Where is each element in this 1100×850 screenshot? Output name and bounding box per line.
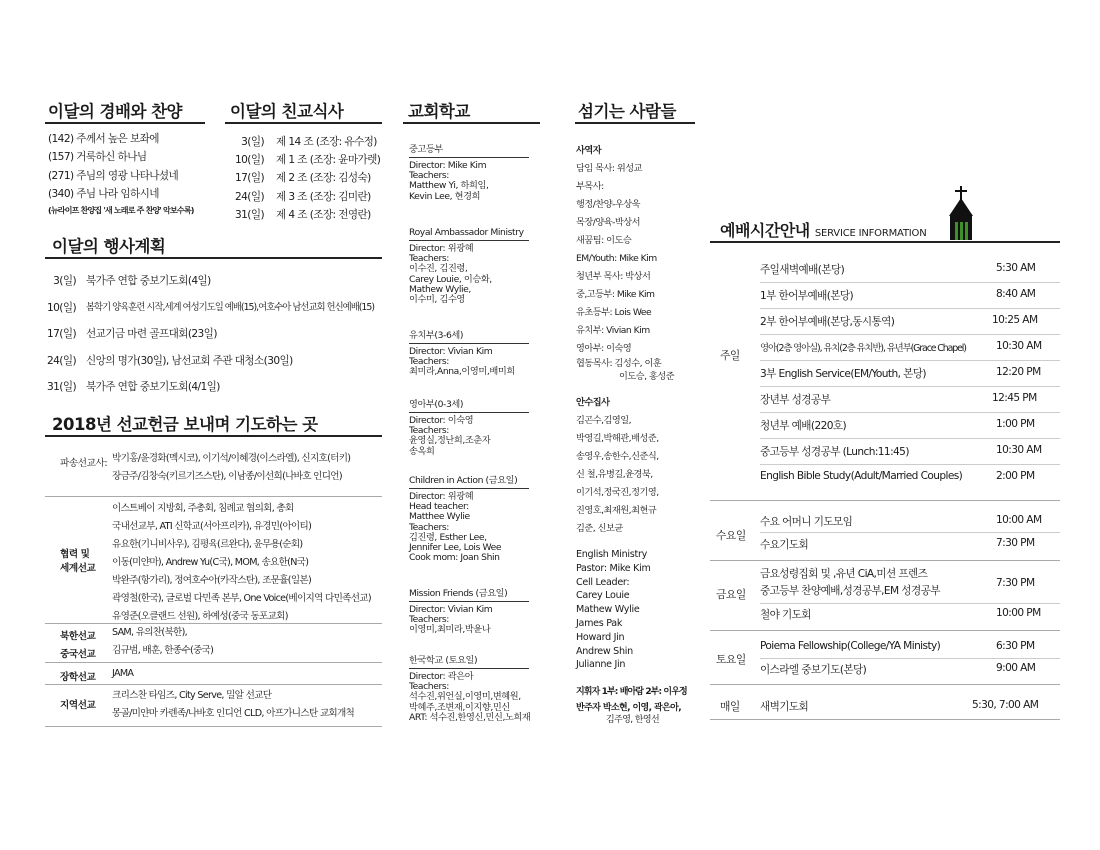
events-title: 이달의 행사계획 [52,237,166,256]
accompanist-line: 김주영, 한영선 [606,715,660,725]
divider [760,438,1060,439]
service-name: 수요 어머니 기도모임 [760,516,853,528]
service-name: 영아(2층 영아실), 유치(2층 유치반), 유년부(Grace Chapel) [760,343,966,354]
school-line: 최미라,Anna,이영미,배미희 [409,366,515,378]
hymn-item: (142) 주께서 높은 보좌에 [48,133,159,145]
fellowship-team: 제 1 조 (조장: 윤마가렛) [276,154,381,167]
event-date: 3(일) [53,275,76,287]
english-line: Howard Jin [576,631,625,643]
coop-line: 유요한(기니비사우), 김평육(르완다), 윤무용(순회) [112,539,303,550]
staff-label: 사역자 [576,145,602,156]
service-name: 철야 기도회 [760,609,811,621]
school-line: Director: Mike Kim [409,160,487,171]
english-line: English Ministry [576,549,647,560]
school-section-title: 중고등부 [409,141,529,158]
staff-item: 청년부 목사: 박상서 [576,271,651,282]
service-title [720,218,926,241]
day-label-sunday: 주일 [720,349,740,362]
service-name: 중고등부 성경공부 (Lunch:11:45) [760,446,909,458]
accompanist-line: 반주자 박소현, 이영, 곽은아, [576,703,682,713]
service-time: 6:30 PM [996,640,1035,652]
school-section-title: 유치부(3-6세) [409,327,529,344]
school-line: Director: 곽은아 [409,671,474,682]
divider [45,726,382,727]
service-time: 10:00 AM [996,514,1042,526]
school-title-rule [403,122,540,124]
event-date: 31(일) [47,381,76,393]
fellowship-date: 3(일) [241,136,264,148]
school-line: Teachers: [409,614,449,626]
english-line: James Pak [576,617,623,629]
deacon-item: 송영우,송한수,신준식, [576,451,659,462]
school-line: Kevin Lee, 현경희 [409,190,481,202]
deacon-item: 김준, 신보균 [576,523,623,534]
school-section-body [409,161,529,202]
coop-line: 곽영철(한국), 글로벌 다민족 본부, One Voice(베이지역 다민족선교) [112,593,371,604]
servers-title: 섬기는 사람들 [578,102,676,121]
divider [710,719,1060,720]
school-line: Director: 이숙영 [409,415,474,426]
service-title-en: SERVICE INFORMATION [814,228,927,239]
coop-line: 국내선교부, ATI 신학교(서아프리카), 유경민(아이티) [112,521,312,532]
school-line: Head teacher: [409,501,469,513]
service-name: Poiema Fellowship(College/YA Ministy) [760,640,941,652]
event-text: 선교기금 마련 골프대회(23일) [86,328,217,340]
service-time: 7:30 PM [996,577,1035,589]
service-time: 12:20 PM [996,366,1041,378]
divider [710,500,1060,501]
fellowship-title-rule [225,122,382,124]
missions-title: 2018년 선교헌금 보내며 기도하는 곳 [52,415,318,434]
deacon-label: 안수집사 [576,397,610,408]
service-time: 12:45 PM [992,392,1037,404]
school-line: Matthew Yi, 하희임, [409,180,489,192]
school-section [409,141,529,202]
staff-item: 영아부: 이숙영 [576,343,632,354]
coop-line: 이동(미얀마), Andrew Yu(C국), MOM, 송요한(N국) [112,557,309,568]
day-label-daily: 매일 [720,700,740,713]
coop-label-line: 협력 및 [60,549,90,560]
hymn-list [48,130,178,204]
divider [45,662,382,663]
school-section-body [409,416,529,457]
school-line: 이수미, 김수영 [409,294,465,306]
staff-item: 새꿈팀: 이도승 [576,235,632,246]
school-title: 교회학교 [408,102,470,121]
school-line: Teachers: [409,425,449,437]
service-name: 3부 English Service(EM/Youth, 본당) [760,368,926,380]
staff-item: 부목사: [576,181,604,192]
divider [760,603,1060,604]
divider [760,464,1060,465]
school-section-title: Children in Action (금요일) [409,472,529,489]
event-date: 10(일) [47,301,76,314]
service-time: 8:40 AM [996,288,1036,300]
english-line: Carey Louie [576,590,630,602]
school-section-body [409,605,529,636]
event-text: 북가주 연합 중보기도회(4일) [86,275,211,287]
school-section [409,227,529,305]
service-name: English Bible Study(Adult/Married Couples) [760,470,963,482]
service-time: 9:00 AM [996,662,1036,674]
school-line: 박혜주,조변재,이지향,민신 [409,701,510,713]
fellowship-list [222,133,380,224]
fellowship-team: 제 14 조 (조장: 유수정) [276,136,377,148]
school-line: Mathew Wylie, [409,283,471,295]
church-icon [940,184,982,242]
day-label-saturday: 토요일 [716,653,746,666]
divider [760,334,1060,335]
school-line: Teachers: [409,170,449,182]
deacon-item: 신 철,유병길,윤경북, [576,469,653,480]
service-name-line: 금요성령집회 및 ,유년 CiA,미션 프렌즈 [760,568,928,580]
event-date: 17(일) [47,328,76,340]
coop-line: 유영준(오클랜드 선원), 하예성(중국 동포교회) [112,611,288,622]
worship-title: 이달의 경배와 찬양 [48,102,183,121]
staff-item: 중,고등부: Mike Kim [576,289,655,300]
english-line: Mathew Wylie [576,604,640,616]
english-line: Andrew Shin [576,645,633,657]
school-section [409,585,529,636]
missionary-list [112,450,350,486]
service-name-line: 중고등부 찬양예배,성경공부,EM 성경공부 [760,585,940,597]
fellowship-title: 이달의 친교식사 [230,102,344,121]
missionary-line: 장금주/김창숙(키르기즈스탄), 이남종/이선희(나바호 인디언) [112,471,342,482]
school-section-body [409,347,529,378]
divider [710,630,1060,631]
english-line: Cell Leader: [576,576,630,588]
fellowship-team: 제 4 조 (조장: 전영란) [276,208,371,221]
school-line: 송옥희 [409,445,435,457]
staff-item: 유초등부: Lois Wee [576,307,652,318]
service-time: 10:30 AM [996,444,1042,456]
school-line: 이수진, 김진령, [409,263,468,275]
local-label: 지역선교 [60,700,96,711]
event-text: 신앙의 명가(30일), 남선교회 주관 대청소(30일) [86,354,293,367]
divider [710,684,1060,685]
coop-list [112,500,371,626]
school-section-title: Royal Ambassador Ministry [409,227,529,241]
scholarship-text: JAMA [112,668,134,679]
events-list [40,268,374,401]
school-line: Cook mom: Joan Shin [409,552,500,564]
missionary-line: 박기홍/윤경화(멕시코), 이기석/이혜경(이스라엘), 신지호(터키) [112,453,351,464]
hymn-item: (340) 주님 나라 임하시네 [48,188,159,201]
school-line: 김진령, Esther Lee, [409,531,487,543]
missionary-label: 파송선교사: [60,458,108,469]
service-time: 5:30, 7:00 AM [972,699,1039,711]
scholarship-label: 장학선교 [60,672,96,683]
english-line: Julianne Jin [576,659,626,671]
school-section [409,327,529,378]
service-time: 7:30 PM [996,537,1035,549]
hymn-note: (뉴라이프 찬양집 '새 노래로 주 찬양' 악보수록) [48,206,194,215]
hymn-item: (157) 거룩하신 하나님 [48,151,147,164]
staff-list [576,142,674,384]
event-date: 24(일) [47,354,76,367]
deacon-list [576,394,659,538]
service-time: 10:00 PM [996,607,1041,619]
fellowship-team: 제 3 조 (조장: 김미란) [276,190,371,203]
divider [760,412,1060,413]
service-name: 주일새벽예배(본당) [760,264,845,276]
accompanist [576,702,681,726]
local-line: 크리스찬 타임즈, City Serve, 밀알 선교단 [112,690,272,701]
event-text: 봄학기 양육훈련 시작,세계 여성기도일 예배(15),여호수아 남선교회 헌신예배(15) [86,301,375,313]
divider [760,386,1060,387]
event-text: 북가주 연합 중보기도회(4/1일) [86,381,220,393]
school-section-body [409,672,530,723]
service-time: 10:25 AM [992,314,1038,326]
school-section [409,472,529,563]
staff-item: 이도승, 홍성준 [619,371,675,382]
deacon-item: 이기석,정국진,정기영, [576,487,659,498]
school-section-body [409,244,529,305]
school-line: 이영미,최미라,박윤나 [409,624,491,636]
school-line: Matthee Wylie [409,511,470,523]
school-line: 석수진,위언실,이영미,변혜원, [409,691,521,703]
school-section-title: 한국학교 (토요일) [409,652,529,669]
day-label-friday: 금요일 [716,588,746,601]
divider [45,623,382,624]
fellowship-team: 제 2 조 (조장: 김성숙) [276,172,371,185]
service-name: 청년부 예배(220호) [760,420,847,432]
events-title-rule [45,257,382,259]
nk-text: SAM, 유의찬(북한), [112,627,187,638]
school-line: Director: Vivian Kim [409,346,493,357]
school-section-title: Mission Friends (금요일) [409,585,529,602]
divider [760,532,1060,533]
local-list [112,687,354,723]
school-line: Carey Louie, 이승화, [409,273,492,285]
deacon-item: 김곤수,김영일, [576,415,632,426]
service-time: 5:30 AM [996,262,1036,274]
school-line: Director: 위광혜 [409,491,474,502]
conductor: 지휘자 1부: 배아람 2부: 이우정 [576,687,687,697]
service-title-rule [710,241,1060,243]
service-title-ko: 예배시간안내 [720,221,810,240]
coop-line: 박완주(항가리), 정여호수아(카작스탄), 조문휼(일본) [112,575,312,586]
coop-label-line: 세계선교 [60,563,96,574]
school-line: Teachers: [409,253,449,265]
school-section [409,396,529,457]
staff-item: 담임 목사: 위성교 [576,163,643,174]
deacon-item: 박영길,박해관,배성준, [576,433,659,444]
school-section-title: 영아부(0-3세) [409,396,529,413]
worship-title-rule [45,122,205,124]
divider [760,360,1060,361]
staff-item: EM/Youth: Mike Kim [576,253,657,264]
deacon-item: 진영호,최재원,최현규 [576,505,657,516]
fellowship-date: 17(일) [235,172,264,185]
missions-title-rule [45,435,382,437]
cn-text: 김규범, 배훈, 한종수(중국) [112,645,214,656]
english-line: Pastor: Mike Kim [576,562,651,574]
school-line: Teachers: [409,521,449,533]
school-line: Director: 위광혜 [409,243,474,254]
staff-item: 행정/찬양-우상욱 [576,199,641,210]
service-time: 1:00 PM [996,418,1035,430]
servers-title-rule [575,122,695,124]
english-ministry [576,548,651,672]
service-name: 1부 한어부예배(본당) [760,290,854,302]
school-line: Director: Vivian Kim [409,604,493,615]
service-time: 2:00 PM [996,470,1035,482]
local-line: 몽골/미얀마 카렌족/나바호 인디언 CLD, 아프가니스탄 교회개척 [112,708,355,719]
school-line: ART: 석수진,한영신,민신,노희재 [409,711,531,723]
school-section-body [409,492,529,563]
service-name: 수요기도회 [760,539,809,551]
divider [45,496,382,497]
coop-line: 이스트베이 지방회, 주총회, 침례교 협의회, 총회 [112,503,294,514]
divider [45,684,382,685]
divider [760,308,1060,309]
day-label-wednesday: 수요일 [716,529,746,542]
fellowship-date: 10(일) [235,154,264,167]
service-name: 이스라엘 중보기도(본당) [760,664,867,676]
school-line: 윤영실,정난희,조춘자 [409,435,491,447]
divider [760,282,1060,283]
school-line: Teachers: [409,356,449,368]
school-line: Teachers: [409,681,449,693]
fellowship-date: 24(일) [235,190,264,203]
staff-item: 목장/양육-박상서 [576,217,641,228]
school-line: Jennifer Lee, Lois Wee [409,542,502,554]
staff-item: 협동목사: 김성수, 이훈 [576,358,662,369]
fellowship-date: 31(일) [235,208,264,221]
service-time: 10:30 AM [996,340,1042,352]
divider [760,658,1060,659]
hymn-item: (271) 주님의 영광 나타나셨네 [48,169,179,182]
staff-item: 유치부: Vivian Kim [576,325,650,336]
coop-label [60,548,95,576]
service-name: 새벽기도회 [760,701,809,713]
school-section [409,652,530,723]
cn-label: 중국선교 [60,649,96,660]
service-name: 2부 한어부예배(본당,동시통역) [760,316,895,328]
service-name: 장년부 성경공부 [760,394,831,406]
divider [710,560,1060,561]
nk-label: 북한선교 [60,631,96,642]
